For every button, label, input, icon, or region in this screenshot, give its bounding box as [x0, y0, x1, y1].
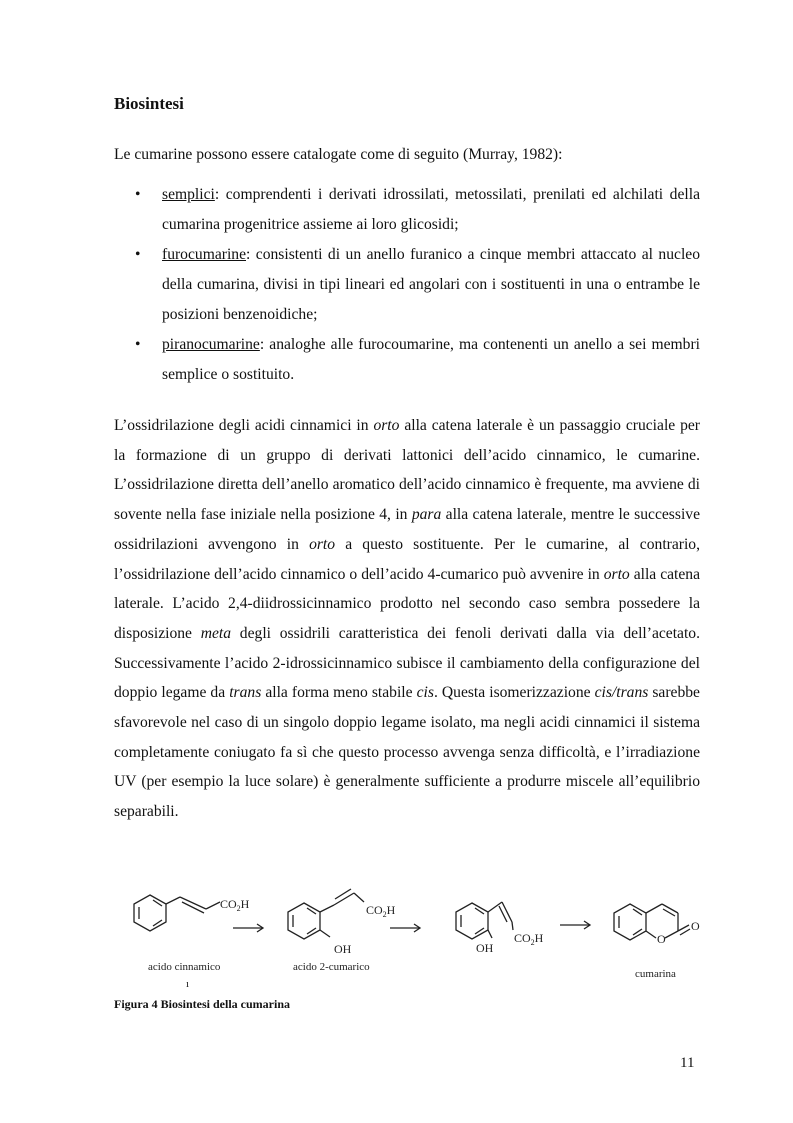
carbonyl-oxygen-label: O [691, 919, 700, 933]
co2h-label: $CO_2H$ [220, 897, 250, 913]
molecule-label: acido 2-cumarico [293, 961, 370, 973]
italic-term: cis [416, 684, 434, 702]
italic-term: trans [229, 684, 262, 702]
reaction-arrow [233, 924, 263, 932]
molecule-label: cumarina [635, 968, 676, 980]
list-item [114, 240, 700, 330]
italic-term: para [411, 506, 442, 524]
bullet-icon: • [135, 186, 141, 203]
reaction-arrow [390, 924, 420, 932]
italic-term: meta [200, 624, 232, 642]
intro-sentence: Le cumarine possono essere catalogate come di seguito (Murray, 1982): [114, 146, 563, 163]
text-run: alla forma meno stabile [261, 684, 417, 702]
italic-term: orto [603, 565, 630, 583]
cis-coumaric-acid-structure [456, 902, 513, 939]
oh-label: OH [476, 941, 494, 955]
reaction-arrow [560, 921, 590, 929]
text-run: sarebbe sfavorevole nel caso di un singolo doppio legame isolato, ma negli acidi cinnamici il sistema completamente coniugato fa sì che questo processo avvenga senza difficoltà, e l’irradiazione UV (per esempio la luce solare) è generalmente sufficiente a produrre miscele all’equilibrio separabili. [114, 684, 700, 821]
list-item [114, 180, 700, 240]
list-item [114, 330, 700, 390]
text-run: a questo sostituente. Per le cumarine, al contrario, l’ossidrilazione dell’acido cinnamico o dell’acido 4-cumarico può avvenire in [114, 535, 700, 583]
text-run: L’ossidrilazione degli acidi cinnamici in [114, 417, 374, 434]
page-number: 11 [680, 1055, 695, 1071]
text-run: alla catena laterale è un passaggio cruciale per la formazione di un gruppo di derivati lattonici dell’acido cinnamico, le cumarine. L’ossidrilazione diretta dell’anello aromatico dell’acido cinnamico è frequente, ma avviene di sovente nella fase iniziale nella posizione 4, in [114, 417, 700, 524]
tick-mark: ı [186, 978, 190, 990]
list-item-text: : consistenti di un anello furanico a cinque membri attaccato al nucleo della cumarina, divisi in tipi lineari ed angolari con i sostituenti in una o entrambe le posizioni benzenoidiche; [162, 246, 700, 323]
cinnamic-acid-structure [134, 895, 220, 931]
coumaric-acid-structure [288, 889, 364, 939]
text-run: degli ossidrili caratteristica dei fenoli derivati dalla via dell’acetato. Successivamente l’acido 2-idrossicinnamico subisce il cambiamento della configurazione del doppio legame da [114, 624, 700, 702]
italic-term: cis/trans [594, 684, 649, 702]
molecule-label: acido cinnamico [148, 961, 221, 973]
list-item-term: piranocumarine [162, 336, 260, 353]
section-heading: Biosintesi [114, 94, 184, 113]
co2h-label: $CO_2H$ [366, 903, 396, 919]
list-item-term: semplici [162, 186, 215, 203]
figure-caption: Figura 4 Biosintesi della cumarina [114, 997, 291, 1011]
list-item-term: furocumarine [162, 246, 246, 263]
ring-oxygen-label: O [657, 932, 666, 946]
oh-label: OH [334, 942, 352, 956]
body-paragraph [114, 411, 700, 827]
italic-term: orto [373, 417, 400, 434]
bullet-icon: • [135, 246, 141, 263]
co2h-label: $CO_2H$ [514, 931, 544, 947]
list-item-text: : analoghe alle furocoumarine, ma contenenti un anello a sei membri semplice o sostituito. [162, 336, 700, 383]
coumarin-classes-list [114, 180, 700, 390]
coumarin-structure [614, 904, 690, 940]
text-run: alla catena laterale, mentre le successive ossidrilazioni avvengono in [114, 506, 700, 553]
list-item-text: : comprendenti i derivati idrossilati, metossilati, prenilati ed alchilati della cumarina progenitrice assieme ai loro glicosidi; [162, 186, 700, 233]
text-run: . Questa isomerizzazione [433, 684, 595, 702]
bullet-icon: • [135, 336, 141, 353]
biosynthesis-scheme [120, 880, 700, 995]
text-run: alla catena laterale. L’acido 2,4-diidrossicinnamico prodotto nel secondo caso sembra possedere la disposizione [114, 565, 701, 642]
italic-term: orto [309, 535, 336, 553]
